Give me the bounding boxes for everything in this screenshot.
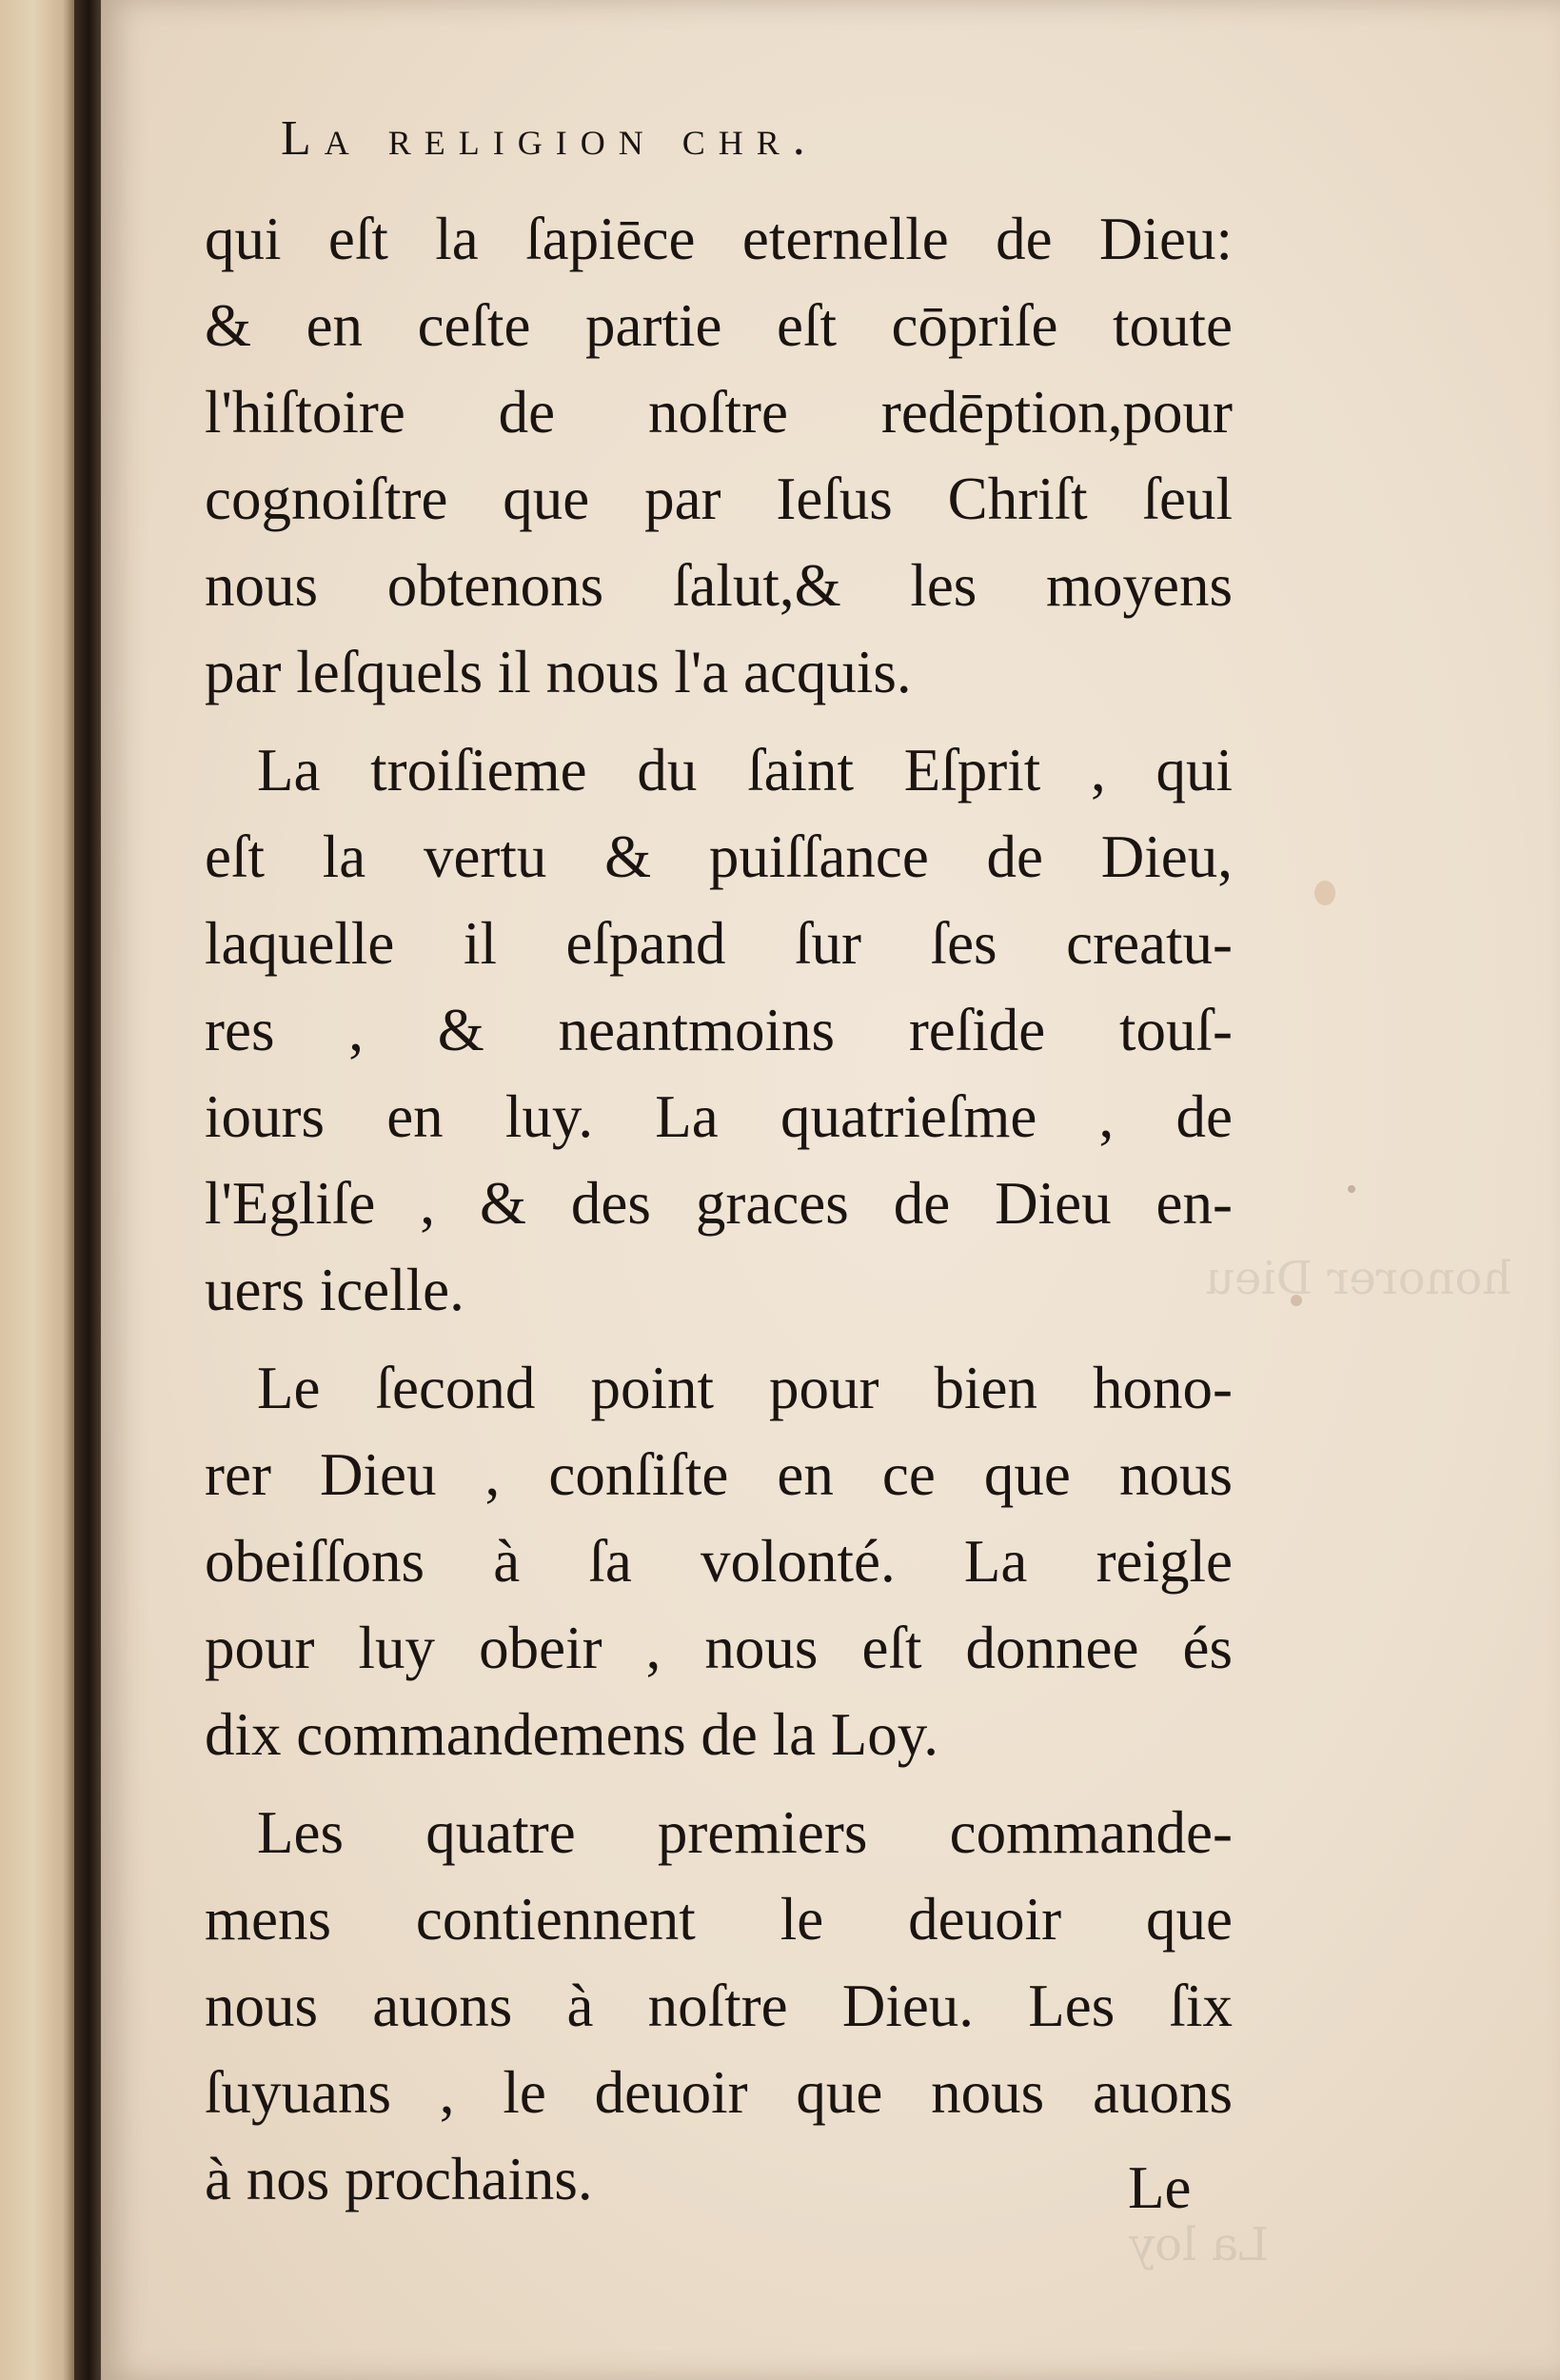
text-line: qui eſt la ſapiēce eternelle de Dieu: [205,206,1233,272]
paragraph-1 [205,196,1233,716]
foxing-stain [1348,1185,1355,1193]
text-line: eſt la vertu & puiſſance de Dieu, [205,823,1233,890]
page-text [205,105,1233,2223]
text-line: La troiſieme du ſaint Eſprit , qui [257,737,1233,803]
paragraph-4 [205,1790,1233,2223]
text-line: nous obtenons ſalut,& les moyens [205,552,1233,619]
paragraph-3 [205,1345,1233,1778]
text-line: pour luy obeir , nous eſt donnee és [205,1615,1233,1681]
text-line: ſuyuans , le deuoir que nous auons [205,2059,1233,2126]
running-header: La religion chr. [281,111,819,166]
text-line: iours en luy. La quatrieſme , de [205,1083,1233,1150]
text-line: Le ſecond point pour bien hono- [257,1355,1233,1421]
text-line: cognoiſtre que par Ieſus Chriſt ſeul [205,466,1233,532]
text-line: & en ceſte partie eſt cōpriſe toute [205,292,1233,359]
text-line: l'Egliſe , & des graces de Dieu en- [205,1170,1233,1237]
show-through-text: La loy [1129,2218,1270,2271]
text-line: Les quatre premiers commande- [257,1799,1233,1866]
text-line: mens contiennent le deuoir que [205,1886,1233,1953]
paragraph-2 [205,727,1233,1334]
text-line: laquelle il eſpand ſur ſes creatu- [205,910,1233,977]
catchword: Le [1128,2154,1192,2221]
book-gutter [74,0,101,2380]
text-line: uers icelle. [205,1257,464,1323]
text-line: par leſquels il nous l'a acquis. [205,639,912,705]
text-line: à nos prochains. [205,2146,593,2212]
text-line: l'hiſtoire de noſtre redēption,pour [205,379,1233,446]
text-line: rer Dieu , conſiſte en ce que nous [205,1441,1233,1508]
show-through-text: honorer Dieu [1205,1252,1512,1305]
text-line: res , & neantmoins reſide touſ- [205,997,1233,1063]
foxing-stain [1314,881,1335,905]
text-line: obeiſſons à ſa volonté. La reigle [205,1528,1233,1595]
text-line: nous auons à noſtre Dieu. Les ſix [205,1973,1233,2039]
left-page-edge [0,0,74,2380]
text-line: dix commandemens de la Loy. [205,1701,938,1768]
